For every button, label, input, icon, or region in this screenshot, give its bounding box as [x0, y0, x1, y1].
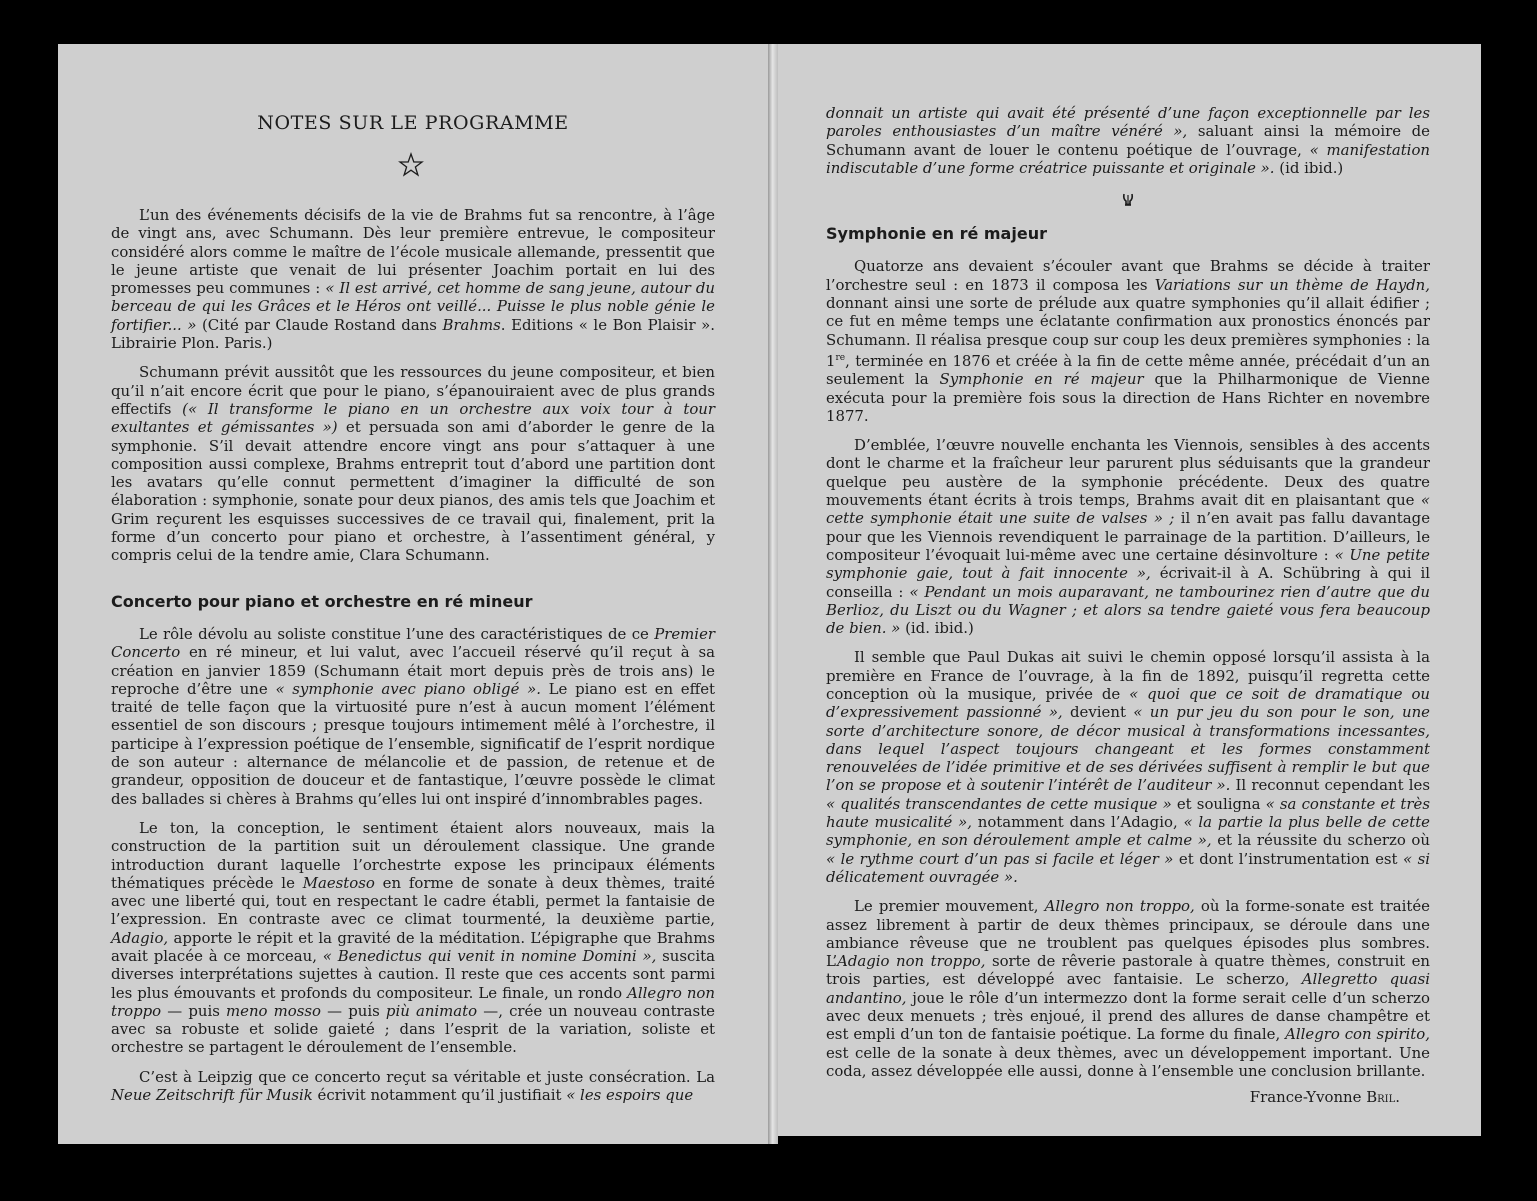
paragraph-dukas: Il semble que Paul Dukas ait suivi le chemin opposé lorsqu’il assista à la première en France de l’ouvrage, à la fin de 1892, puisqu’il regretta cette conception où la musique, privée de « quoi que ce soit de dramatique ou d’expressivement passionné », devient « un pur jeu du son pour le son, une sorte d’architecture sonore, de décor musical à transformations incessantes, dans lequel l’aspect toujours changeant et les formes constamment renouvelées de l’idée primitive et de ses dérivées suffisent à remplir le but que l’on se propose et à soutenir l’intérêt de l’auditeur ». Il reconnut cependant les « qualités transcendantes de cette musique » et souligna « sa constante et très haute musicalité », notamment dans l’Adagio, « la partie la plus belle de cette symphonie, en son déroulement ample et calme », et la réussite du scherzo où « le rythme court d’un pas si facile et léger » et dont l’instrumentation est « si délicatement ouvragée ».	[826, 648, 1431, 886]
paragraph-viennois: D’emblée, l’œuvre nouvelle enchanta les Viennois, sensibles à des accents dont le charme et la fraîcheur leur parurent plus séduisants que la grandeur quelque peu austère de la symphonie précédente. Deux des quatre mouvements étant écrits à trois temps, Brahms avait dit en plaisantant que « cette symphonie était une suite de valses » ; il n’en avait pas fallu davantage pour que les Viennois revendiquent le parrainage de la partition. D’ailleurs, le compositeur l’évoquait lui-même avec une certaine désinvolture : « Une petite symphonie gaie, tout à fait innocente », écrivait-il à A. Schübring à qui il conseilla : « Pendant un mois auparavant, ne tambourinez rien d’autre que du Berlioz, du Liszt ou du Wagner ; et alors sa tendre gaieté vous fera beaucoup de bien. » (id. ibid.)	[826, 436, 1431, 638]
left-page	[58, 44, 768, 1144]
lyre-icon	[1122, 192, 1134, 206]
page-title: NOTES SUR LE PROGRAMME	[257, 112, 569, 134]
paragraph-role-soliste: Le rôle dévolu au soliste constitue l’une des caractéristiques de ce Premier Concerto en ré mineur, et lui valut, avec l’accueil réservé qu’il reçut à sa création en janvier 1859 (Schumann était mort depuis près de trois ans) le reproche d’être une « symphonie avec piano obligé ». Le piano est en effet traité de telle façon que la virtuosité pure n’est à aucun moment l’élément essentiel de son discours ; presque toujours intimement mêlé à l’orchestre, il participe à l’expression poétique de l’ensemble, significatif de l’esprit nordique de son auteur : alternance de mélancolie et de passion, de retenue et de grandeur, opposition de douceur et de fantastique, l’œuvre possède le climat des ballades si chères à Brahms qu’elles lui ont inspiré d’innombrables pages.	[111, 624, 715, 808]
book-gutter	[768, 44, 778, 1144]
author-signature: France-Yvonne Bril.	[1249, 1088, 1400, 1107]
paragraph-construction: Le ton, la conception, le sentiment étaient alors nouveaux, mais la construction de la partition suit un déroulement classique. Une grande introduction durant laquelle l’orchestrte expose les principaux éléments thématiques précède le Maestoso en forme de sonate à deux thèmes, traité avec une liberté qui, tout en respectant le cadre établi, permet la fantaisie de l’expression. En contraste avec ce climat tourmenté, la deuxième partie, Adagio, apporte le répit et la gravité de la méditation. L’épigraphe que Brahms avait placée à ce morceau, « Benedictus qui venit in nomine Domini », suscita diverses interprétations sujettes à caution. Il reste que ces accents sont parmi les plus émouvants et profonds du compositeur. Le finale, un rondo Allegro non troppo — puis meno mosso — puis più animato —, crée un nouveau contraste avec sa robuste et solide gaieté ; dans l’esprit de la variation, soliste et orchestre se partagent le déroulement de l’ensemble.	[111, 818, 715, 1057]
paragraph-continuation: donnait un artiste qui avait été présenté d’une façon exceptionnelle par les paroles enthousiastes d’un maître vénéré », saluant ainsi la mémoire de Schumann avant de louer le contenu poétique de l’ouvrage, « manifestation indiscutable d’une forme créatrice puissante et originale ». (id ibid.)	[826, 104, 1430, 177]
paragraph-schumann-prevision: Schumann prévit aussitôt que les ressources du jeune compositeur, et bien qu’il n’ait encore écrit que pour le piano, s’épanouiraient avec de plus grands effectifs (« Il transforme le piano en un orchestre aux voix tour à tour exultantes et gémissantes ») et persuada son ami d’aborder le genre de la symphonie. S’il devait attendre encore vingt ans pour s’attaquer à une composition aussi complexe, Brahms entreprit tout d’abord une partition dont les avatars qu’elle connut permettent d’imaginer la difficulté de son élaboration : symphonie, sonate pour deux pianos, des amis tels que Joachim et Grim reçurent les esquisses successives de ce travail qui, finalement, prit la forme d’un concerto pour piano et orchestre, à l’assentiment général, y compris celui de la tendre amie, Clara Schumann.	[111, 363, 715, 565]
lyre-ornament-icon	[826, 189, 1430, 209]
right-content	[826, 104, 1430, 1107]
paragraph-leipzig: C’est à Leipzig que ce concerto reçut sa véritable et juste consécration. La Neue Zeitschrift für Musik écrivit notamment qu’il justifiait « les espoirs que	[111, 1067, 715, 1105]
star-icon	[398, 152, 424, 178]
right-page	[778, 44, 1481, 1136]
left-content	[111, 206, 715, 1115]
paragraph-mouvements: Le premier mouvement, Allegro non troppo, où la forme-sonate est traitée assez librement à partir de deux thèmes principaux, se déroule dans une ambiance rêveuse que ne troublent pas quelques épisodes plus sombres. L’Adagio non troppo, sorte de rêverie pastorale à quatre thèmes, construit en trois parties, est développé avec fantaisie. Le scherzo, Allegretto quasi andantino, joue le rôle d’un intermezzo dont la forme serait celle d’un scherzo avec deux menuets ; très enjoué, il prend des allures de danse champêtre et est empli d’un ton de fantaisie poétique. La forme du finale, Allegro con spirito, est celle de la sonate à deux thèmes, avec un développement important. Une coda, assez développée elle aussi, donne à l’ensemble une conclusion brillante.	[826, 897, 1430, 1080]
paragraph-brahms-schumann: L’un des événements décisifs de la vie de Brahms fut sa rencontre, à l’âge de vingt ans, avec Schumann. Dès leur première entrevue, le compositeur considéré alors comme le maître de l’école musicale allemande, pressentit que le jeune artiste que venait de lui présenter Joachim portait en lui des promesses peu communes : « Il est arrivé, cet homme de sang jeune, autour du berceau de qui les Grâces et le Héros ont veillé... Puisse le plus noble génie le fortifier... » (Cité par Claude Rostand dans Brahms. Editions « le Bon Plaisir ». Librairie Plon. Paris.)	[111, 206, 715, 353]
paragraph-quatorze-ans: Quatorze ans devaient s’écouler avant que Brahms se décide à traiter l’orchestre seul : en 1873 il composa les Variations sur un thème de Haydn, donnant ainsi une sorte de prélude aux quatre symphonies qu’il allait édifier ; ce fut en même temps une éclatante confirmation aux pronostics énoncés par Schumann. Il réalisa presque coup sur coup les deux premières symphonies : la 1re, terminée en 1876 et créée à la fin de cette même année, précédait d’un an seulement la Symphonie en ré majeur que la Philharmonique de Vienne exécuta pour la première fois sous la direction de Hans Richter en novembre 1877.	[826, 257, 1430, 425]
section-heading-symphonie: Symphonie en ré majeur	[826, 224, 1047, 244]
section-heading-concerto: Concerto pour piano et orchestre en ré mineur	[111, 591, 533, 611]
